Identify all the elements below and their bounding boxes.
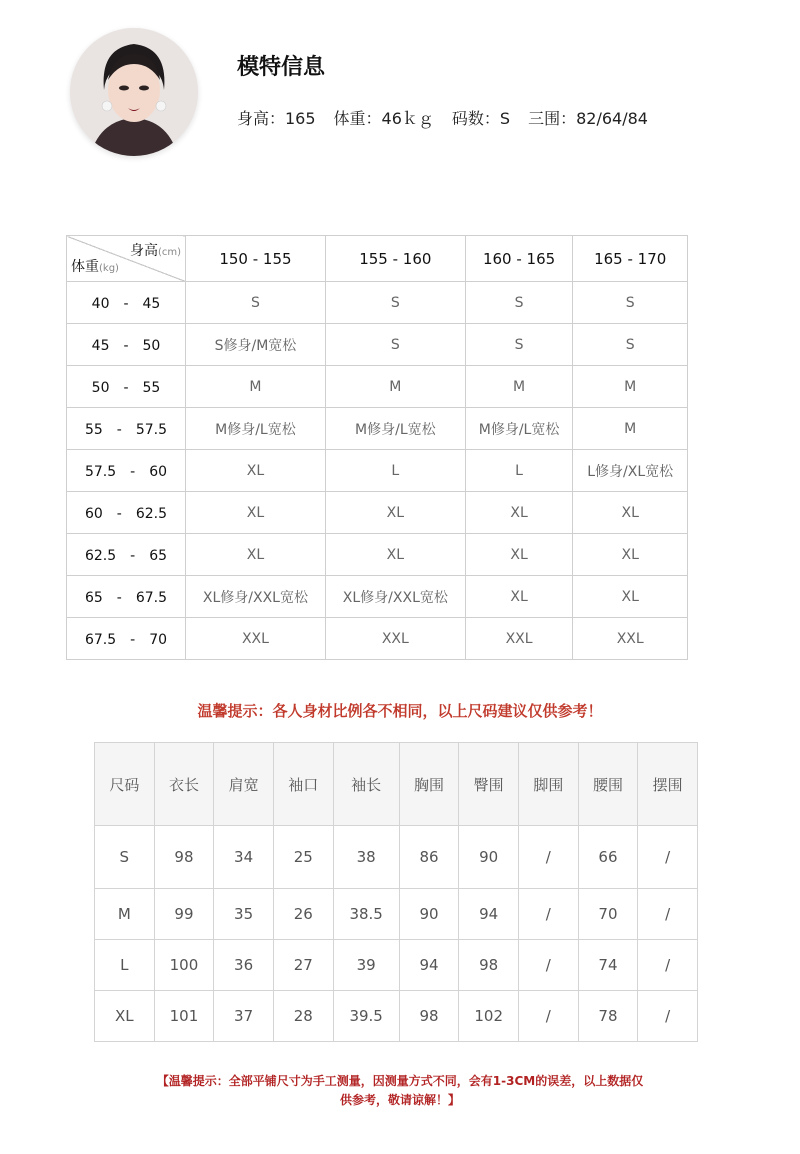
measure-cell: 70 [578,889,638,940]
size-cell: XXL [465,618,573,660]
garment-measurement-table [94,742,698,1042]
size-table-row [67,282,688,324]
measure-cell: 36 [214,940,274,991]
size-table-row [67,408,688,450]
measure-table-row [95,991,698,1042]
measure-cell: / [519,940,579,991]
measure-cell: 90 [399,889,459,940]
measure-cell: 34 [214,826,274,889]
size-cell: S [573,282,688,324]
weight-range-cell: 55 - 57.5 [67,408,186,450]
size-cell: XL [573,534,688,576]
measure-header-cell: 衣长 [154,743,214,826]
size-cell: M [325,366,465,408]
size-cell: S修身/M宽松 [186,324,326,366]
size-cell: L [325,450,465,492]
measure-cell: 98 [399,991,459,1042]
size-cell: XL [465,492,573,534]
size-cell: S [325,282,465,324]
size-cell: XL [573,492,688,534]
measure-header-cell: 尺码 [95,743,155,826]
corner-height-label: 身高(cm) [129,243,181,259]
measure-cell: 37 [214,991,274,1042]
measure-cell: / [638,826,698,889]
measure-header-cell: 肩宽 [214,743,274,826]
size-table-row [67,492,688,534]
size-cell: M修身/L宽松 [325,408,465,450]
model-avatar [70,28,198,156]
size-table-row [67,534,688,576]
measure-cell: 101 [154,991,214,1042]
size-cell: M修身/L宽松 [465,408,573,450]
measure-header-cell: 摆围 [638,743,698,826]
measure-cell: 26 [273,889,333,940]
notice-line-1: 【温馨提示：全部平铺尺寸为手工测量，因测量方式不同，会有1-3CM的误差，以上数据仅 [156,1074,644,1088]
measure-cell: 78 [578,991,638,1042]
size-cell: L修身/XL宽松 [573,450,688,492]
measure-cell: 102 [459,991,519,1042]
measure-cell: 38 [333,826,399,889]
measure-cell: 94 [459,889,519,940]
size-table-row [67,366,688,408]
measure-cell: M [95,889,155,940]
measure-cell: S [95,826,155,889]
size-table-row [67,450,688,492]
measure-cell: / [638,991,698,1042]
size-cell: S [465,324,573,366]
size-cell: XXL [573,618,688,660]
height-range-header: 150 - 155 [186,236,326,282]
weight-range-cell: 65 - 67.5 [67,576,186,618]
weight-range-cell: 57.5 - 60 [67,450,186,492]
size-cell: M [186,366,326,408]
measure-cell: 86 [399,826,459,889]
measure-cell: / [638,940,698,991]
size-cell: XL [573,576,688,618]
corner-weight-label: 体重(kg) [71,259,119,275]
size-advice-tip: 温馨提示：各人身材比例各不相同，以上尺码建议仅供参考！ [197,702,603,720]
measure-cell: 25 [273,826,333,889]
measurement-error-notice [100,1072,700,1110]
weight-range-cell: 60 - 62.5 [67,492,186,534]
size-cell: M [573,366,688,408]
notice-line-2: 供参考，敬请谅解！】 [339,1093,460,1107]
measure-cell: / [519,826,579,889]
size-table-row [67,324,688,366]
measure-table-row [95,940,698,991]
measure-table-header-row [95,743,698,826]
measure-header-cell: 脚围 [519,743,579,826]
height-range-header: 155 - 160 [325,236,465,282]
measure-cell: L [95,940,155,991]
measure-header-cell: 袖长 [333,743,399,826]
size-table-row [67,576,688,618]
model-portrait-photo [70,28,198,156]
size-cell: XL [186,492,326,534]
size-cell: S [465,282,573,324]
measure-cell: XL [95,991,155,1042]
measure-cell: 66 [578,826,638,889]
height-range-header: 160 - 165 [465,236,573,282]
measure-cell: 35 [214,889,274,940]
weight-range-cell: 62.5 - 65 [67,534,186,576]
size-cell: XL [465,576,573,618]
size-cell: XL修身/XXL宽松 [325,576,465,618]
measure-header-cell: 胸围 [399,743,459,826]
size-table-row [67,618,688,660]
measure-cell: / [519,889,579,940]
measure-cell: 100 [154,940,214,991]
measure-cell: 74 [578,940,638,991]
measure-cell: 39.5 [333,991,399,1042]
size-cell: L [465,450,573,492]
measure-table-row [95,826,698,889]
measure-cell: 38.5 [333,889,399,940]
measure-cell: 94 [399,940,459,991]
size-cell: XL修身/XXL宽松 [186,576,326,618]
weight-range-cell: 67.5 - 70 [67,618,186,660]
size-cell: XXL [325,618,465,660]
measure-cell: 98 [459,940,519,991]
measure-cell: 28 [273,991,333,1042]
height-range-header: 165 - 170 [573,236,688,282]
size-cell: M [465,366,573,408]
measure-cell: 98 [154,826,214,889]
model-height: 身高：165 [237,109,316,128]
model-measurements: 三围：82/64/84 [528,109,648,128]
size-cell: XL [465,534,573,576]
measure-header-cell: 袖口 [273,743,333,826]
measure-header-cell: 腰围 [578,743,638,826]
measure-cell: 90 [459,826,519,889]
size-cell: S [573,324,688,366]
size-cell: XL [186,450,326,492]
size-cell: XL [325,492,465,534]
weight-range-cell: 45 - 50 [67,324,186,366]
measure-table-row [95,889,698,940]
weight-range-cell: 50 - 55 [67,366,186,408]
size-cell: XL [325,534,465,576]
size-cell: S [186,282,326,324]
size-cell: XL [186,534,326,576]
size-cell: S [325,324,465,366]
measure-cell: 99 [154,889,214,940]
size-cell: XXL [186,618,326,660]
size-recommendation-table [66,235,688,660]
measure-header-cell: 臀围 [459,743,519,826]
size-cell: M修身/L宽松 [186,408,326,450]
size-cell: M [573,408,688,450]
measure-cell: / [519,991,579,1042]
size-table-header-row [67,236,688,282]
model-weight: 体重：46ｋｇ [333,109,434,128]
weight-range-cell: 40 - 45 [67,282,186,324]
size-table-corner [67,236,186,282]
model-info-line [237,106,648,129]
model-info-title: 模特信息 [237,55,326,80]
measure-cell: / [638,889,698,940]
model-size: 码数：S [451,109,511,128]
measure-cell: 39 [333,940,399,991]
measure-cell: 27 [273,940,333,991]
